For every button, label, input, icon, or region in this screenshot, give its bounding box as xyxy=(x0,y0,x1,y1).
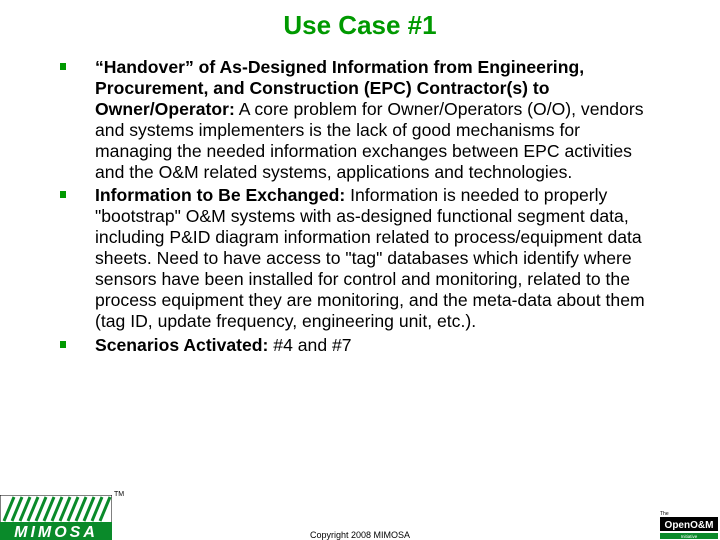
openom-initiative-text: Initiative xyxy=(680,534,698,539)
bullet-list xyxy=(60,57,660,359)
square-bullet-icon xyxy=(60,341,66,348)
copyright-text: Copyright 2008 MIMOSA xyxy=(310,530,411,540)
bullet-item-information xyxy=(60,185,660,331)
openom-the-text: The xyxy=(660,511,669,517)
openom-logo-text: OpenO&M xyxy=(664,520,714,531)
bullet-heading: Information to Be Exchanged: xyxy=(95,185,346,206)
mimosa-logo xyxy=(0,495,112,540)
bullet-text: A core problem for Owner/Operators (O/O), vendors and systems implementers is the lack of good mechanisms for managing the needed information exchanges between EPC activities and the O&M related systems, applications and technologies. xyxy=(95,98,644,182)
mimosa-logo-text: MIMOSA xyxy=(14,524,98,540)
bullet-item-handover xyxy=(60,57,660,182)
openom-logo xyxy=(657,507,719,540)
bullet-item-scenarios xyxy=(60,335,660,356)
square-bullet-icon xyxy=(60,191,66,198)
bullet-text: Information is needed to properly "bootstrap" O&M systems with as-designed functional segment data, including P&ID diagram information related to process/equipment data sheets. Need to have access to "tag" databases which identify where sensors have been installed for control and monitoring, related to the process equipment they are monitoring, and the meta-data about them (tag ID, update frequency, engineering unit, etc.). xyxy=(95,185,645,331)
slide-title: Use Case #1 xyxy=(283,10,437,40)
bullet-heading: Scenarios Activated: xyxy=(95,334,269,355)
bullet-heading: “Handover” of As-Designed Information from Engineering, Procurement, and Construction (EPC) Contractor(s) to Owner/Operator: xyxy=(95,57,585,119)
bullet-text: #4 and #7 xyxy=(268,334,352,355)
trademark-mark: TM xyxy=(114,491,125,498)
square-bullet-icon xyxy=(60,63,66,70)
